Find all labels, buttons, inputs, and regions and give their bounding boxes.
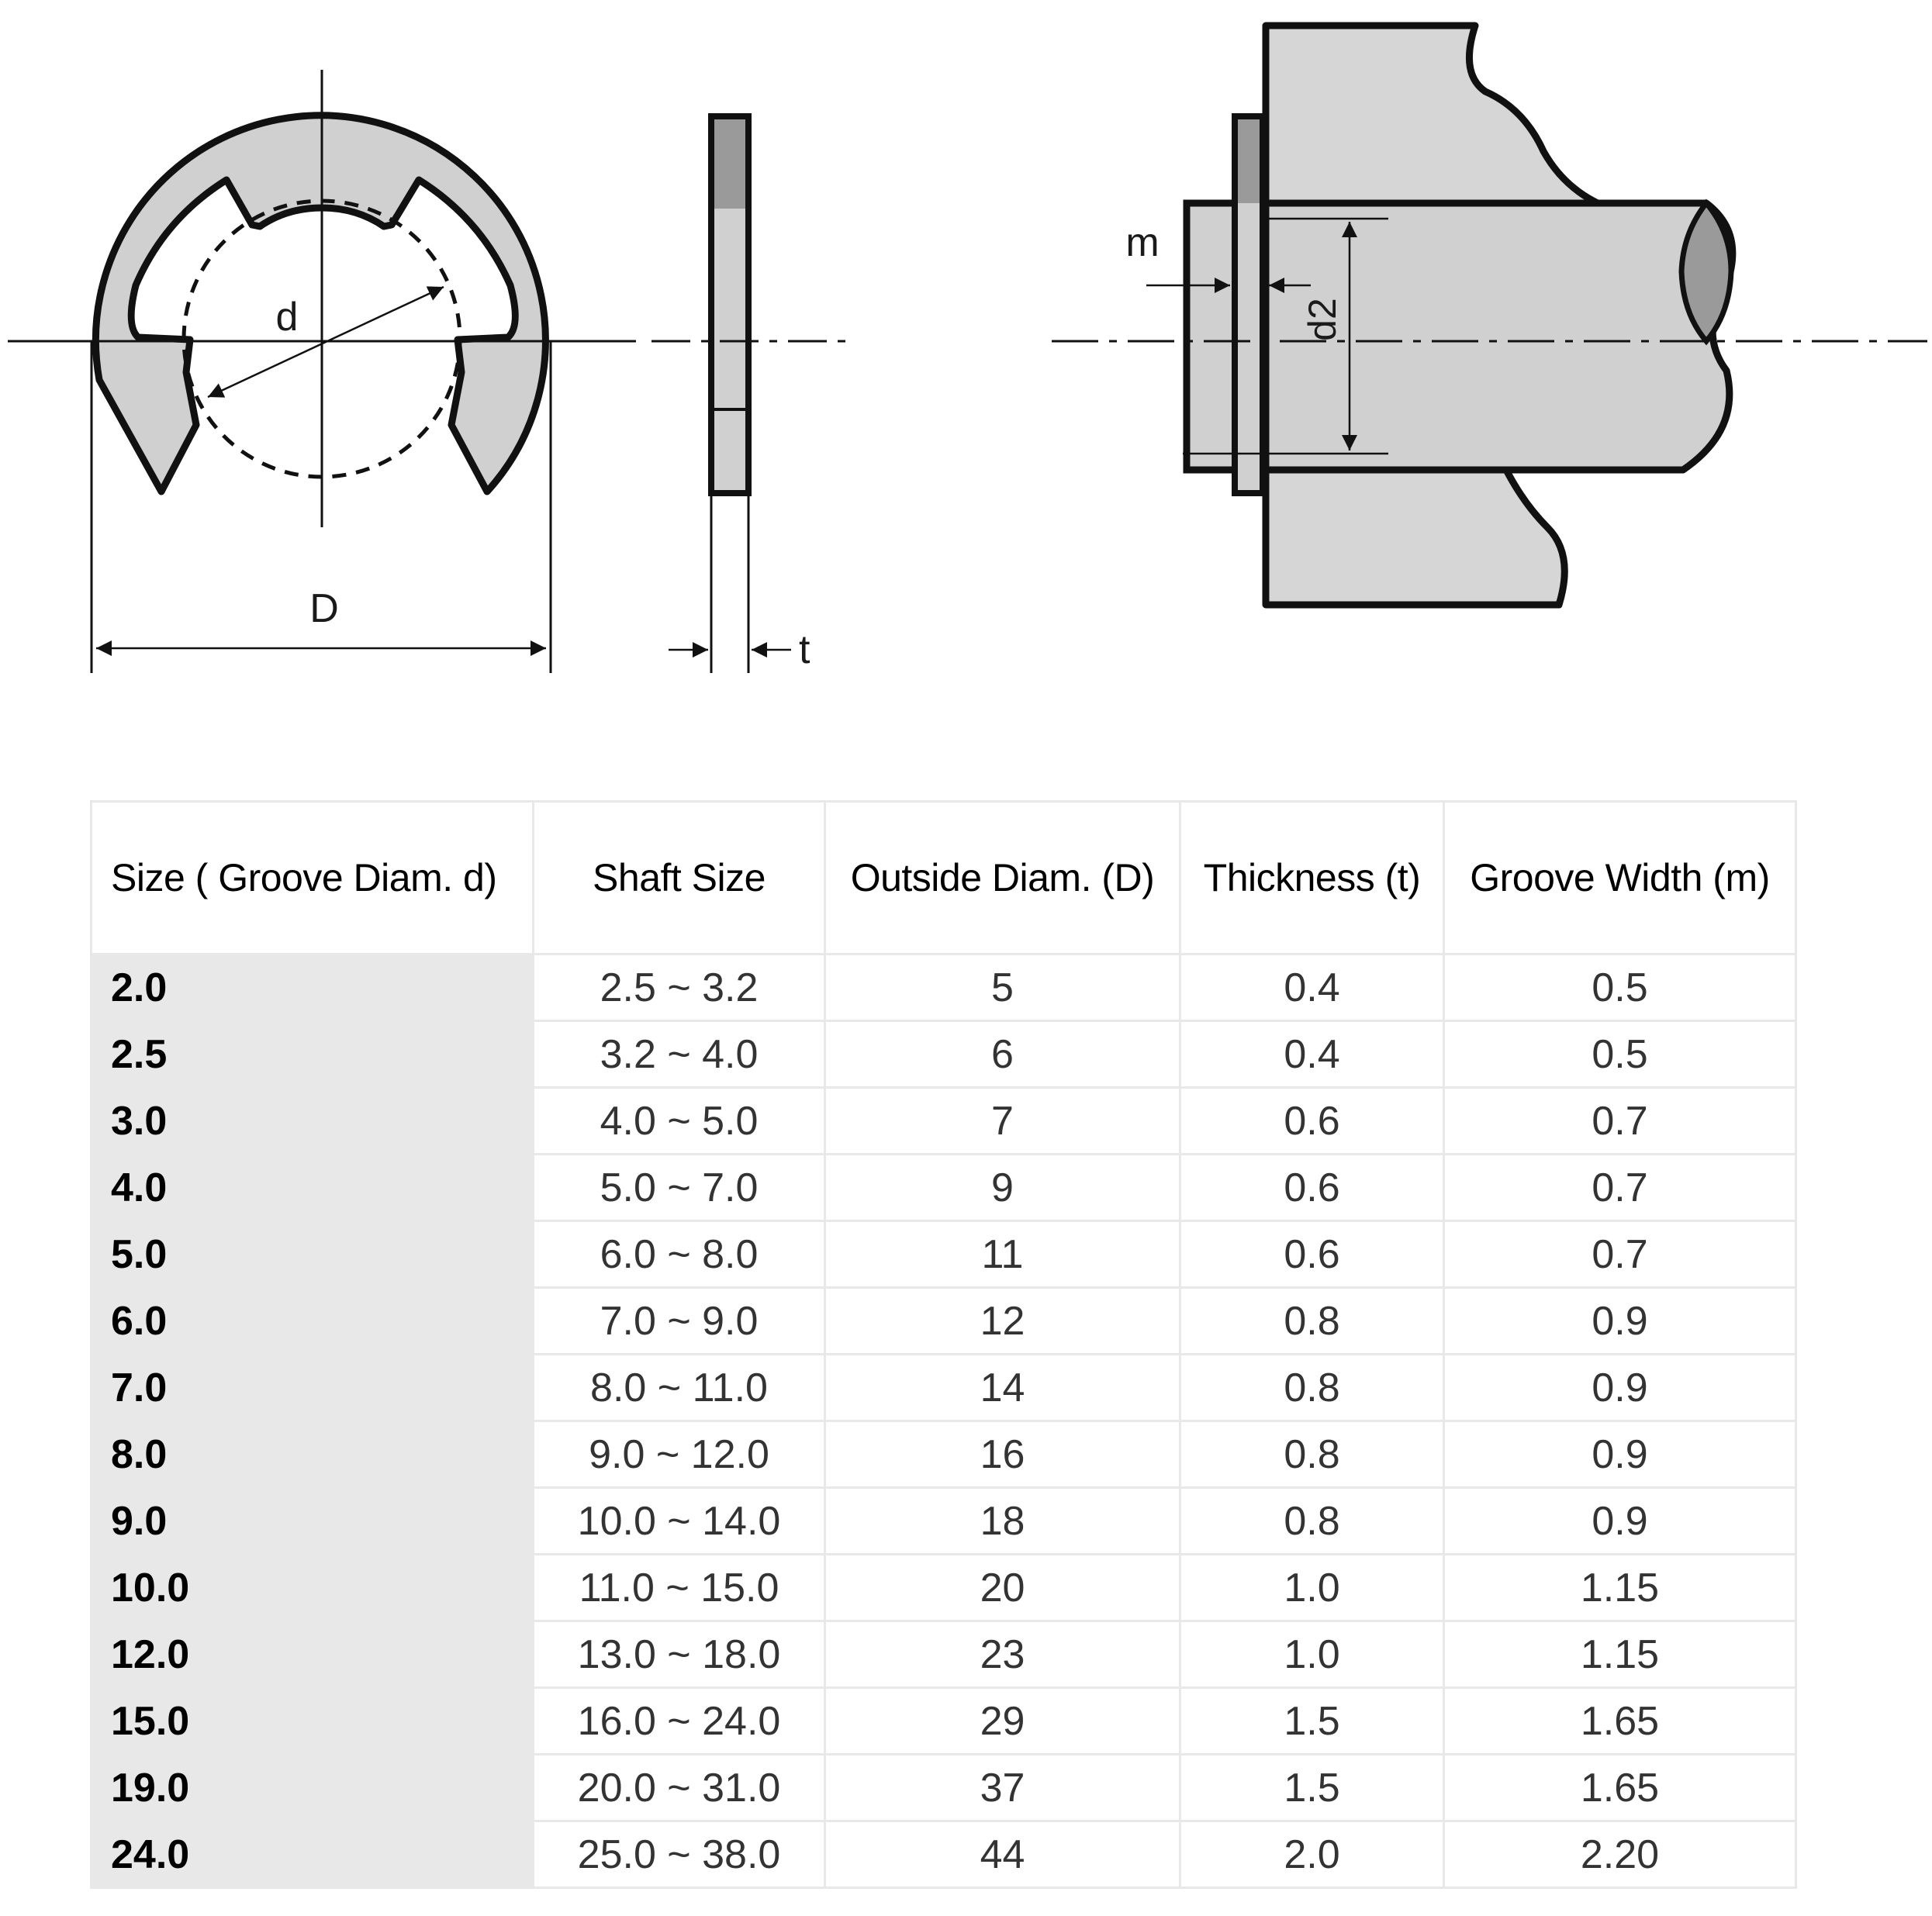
cell-size: 15.0 xyxy=(92,1688,534,1755)
cell-thickness: 0.6 xyxy=(1180,1088,1444,1155)
table-row xyxy=(92,1755,1796,1821)
table-row xyxy=(92,955,1796,1021)
assembly-view xyxy=(1052,26,1927,605)
cell-size: 9.0 xyxy=(92,1488,534,1555)
cell-size: 6.0 xyxy=(92,1288,534,1355)
cell-size: 2.0 xyxy=(92,955,534,1021)
cell-shaft-size: 7.0 ~ 9.0 xyxy=(534,1288,825,1355)
cell-outside-diam: 23 xyxy=(825,1621,1180,1688)
e-clip-technical-drawing xyxy=(0,0,1932,744)
cell-thickness: 0.8 xyxy=(1180,1421,1444,1488)
cell-shaft-size: 20.0 ~ 31.0 xyxy=(534,1755,825,1821)
table-row xyxy=(92,1688,1796,1755)
cell-groove-width: 1.15 xyxy=(1444,1555,1796,1621)
eclip-side-view xyxy=(651,116,853,673)
cell-size: 7.0 xyxy=(92,1355,534,1421)
cell-groove-width: 0.5 xyxy=(1444,1021,1796,1088)
label-t: t xyxy=(799,627,810,672)
cell-shaft-size: 10.0 ~ 14.0 xyxy=(534,1488,825,1555)
cell-groove-width: 1.65 xyxy=(1444,1688,1796,1755)
cell-shaft-size: 13.0 ~ 18.0 xyxy=(534,1621,825,1688)
cell-outside-diam: 44 xyxy=(825,1821,1180,1888)
cell-groove-width: 0.9 xyxy=(1444,1488,1796,1555)
cell-outside-diam: 14 xyxy=(825,1355,1180,1421)
cell-shaft-size: 11.0 ~ 15.0 xyxy=(534,1555,825,1621)
cell-shaft-size: 25.0 ~ 38.0 xyxy=(534,1821,825,1888)
table-row xyxy=(92,1021,1796,1088)
cell-outside-diam: 6 xyxy=(825,1021,1180,1088)
cell-groove-width: 0.7 xyxy=(1444,1088,1796,1155)
label-m: m xyxy=(1125,220,1160,265)
eclip-front-view xyxy=(8,70,636,673)
cell-groove-width: 2.20 xyxy=(1444,1821,1796,1888)
cell-shaft-size: 3.2 ~ 4.0 xyxy=(534,1021,825,1088)
table-row xyxy=(92,1288,1796,1355)
cell-thickness: 0.8 xyxy=(1180,1488,1444,1555)
cell-size: 4.0 xyxy=(92,1155,534,1221)
cell-thickness: 1.0 xyxy=(1180,1555,1444,1621)
installed-eclip-dark-band xyxy=(1238,119,1260,203)
cell-groove-width: 0.9 xyxy=(1444,1421,1796,1488)
cell-outside-diam: 7 xyxy=(825,1088,1180,1155)
table-row xyxy=(92,1555,1796,1621)
cell-outside-diam: 11 xyxy=(825,1221,1180,1288)
cell-thickness: 0.8 xyxy=(1180,1288,1444,1355)
table-header-row xyxy=(92,802,1796,955)
cell-outside-diam: 16 xyxy=(825,1421,1180,1488)
cell-thickness: 1.5 xyxy=(1180,1688,1444,1755)
cell-groove-width: 1.65 xyxy=(1444,1755,1796,1821)
cell-shaft-size: 5.0 ~ 7.0 xyxy=(534,1155,825,1221)
header-outside-diam: Outside Diam. (D) xyxy=(825,802,1180,955)
side-view-dark-band xyxy=(714,119,745,209)
cell-shaft-size: 8.0 ~ 11.0 xyxy=(534,1355,825,1421)
table-row xyxy=(92,1421,1796,1488)
cell-shaft-size: 2.5 ~ 3.2 xyxy=(534,955,825,1021)
cell-groove-width: 0.9 xyxy=(1444,1355,1796,1421)
cell-groove-width: 0.7 xyxy=(1444,1155,1796,1221)
cell-size: 5.0 xyxy=(92,1221,534,1288)
cell-groove-width: 0.7 xyxy=(1444,1221,1796,1288)
cell-thickness: 1.0 xyxy=(1180,1621,1444,1688)
label-d2: d2 xyxy=(1301,298,1344,341)
header-shaft-size: Shaft Size xyxy=(534,802,825,955)
cell-shaft-size: 9.0 ~ 12.0 xyxy=(534,1421,825,1488)
cell-thickness: 0.4 xyxy=(1180,1021,1444,1088)
e-clip-dimension-table xyxy=(90,800,1797,1889)
cell-shaft-size: 6.0 ~ 8.0 xyxy=(534,1221,825,1288)
cell-thickness: 0.6 xyxy=(1180,1155,1444,1221)
cell-groove-width: 0.9 xyxy=(1444,1288,1796,1355)
header-thickness: Thickness (t) xyxy=(1180,802,1444,955)
header-groove-width: Groove Width (m) xyxy=(1444,802,1796,955)
cell-outside-diam: 37 xyxy=(825,1755,1180,1821)
table-row xyxy=(92,1821,1796,1888)
table-row xyxy=(92,1155,1796,1221)
cell-size: 19.0 xyxy=(92,1755,534,1821)
cell-shaft-size: 16.0 ~ 24.0 xyxy=(534,1688,825,1755)
cell-size: 24.0 xyxy=(92,1821,534,1888)
cell-shaft-size: 4.0 ~ 5.0 xyxy=(534,1088,825,1155)
cell-size: 10.0 xyxy=(92,1555,534,1621)
label-D: D xyxy=(309,586,339,631)
table-body xyxy=(92,955,1796,1888)
cell-outside-diam: 20 xyxy=(825,1555,1180,1621)
cell-outside-diam: 9 xyxy=(825,1155,1180,1221)
eclip-ring xyxy=(95,116,545,492)
cell-thickness: 2.0 xyxy=(1180,1821,1444,1888)
cell-outside-diam: 5 xyxy=(825,955,1180,1021)
cell-size: 2.5 xyxy=(92,1021,534,1088)
table-row xyxy=(92,1355,1796,1421)
cell-thickness: 0.6 xyxy=(1180,1221,1444,1288)
label-d: d xyxy=(275,295,299,340)
cell-outside-diam: 12 xyxy=(825,1288,1180,1355)
cell-size: 3.0 xyxy=(92,1088,534,1155)
header-size: Size ( Groove Diam. d) xyxy=(92,802,534,955)
cell-groove-width: 1.15 xyxy=(1444,1621,1796,1688)
table-row xyxy=(92,1221,1796,1288)
cell-thickness: 0.8 xyxy=(1180,1355,1444,1421)
cell-outside-diam: 18 xyxy=(825,1488,1180,1555)
table-row xyxy=(92,1488,1796,1555)
table-row xyxy=(92,1088,1796,1155)
cell-thickness: 1.5 xyxy=(1180,1755,1444,1821)
table-row xyxy=(92,1621,1796,1688)
cell-size: 12.0 xyxy=(92,1621,534,1688)
cell-thickness: 0.4 xyxy=(1180,955,1444,1021)
cell-size: 8.0 xyxy=(92,1421,534,1488)
cell-groove-width: 0.5 xyxy=(1444,955,1796,1021)
cell-outside-diam: 29 xyxy=(825,1688,1180,1755)
